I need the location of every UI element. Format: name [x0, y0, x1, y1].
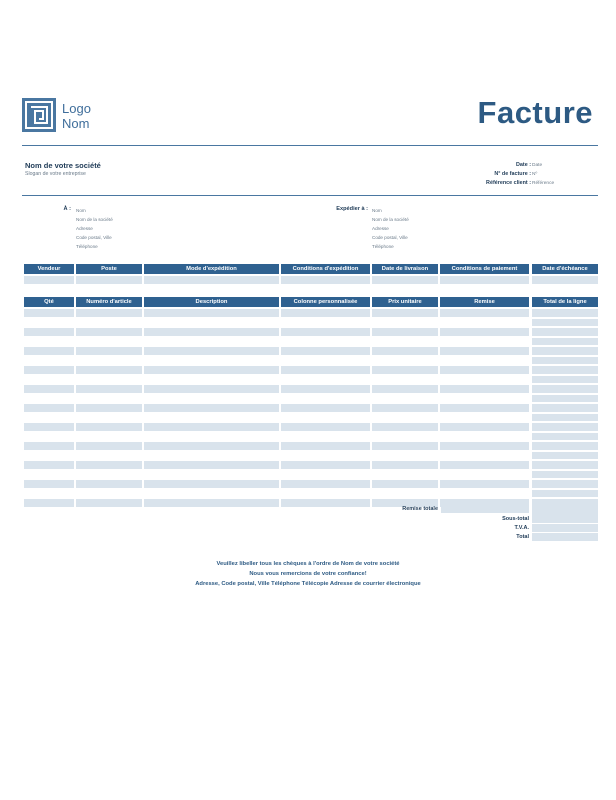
company-name: Nom de votre société	[25, 161, 101, 170]
table-cell[interactable]	[372, 366, 438, 374]
table-cell[interactable]	[372, 442, 438, 450]
to-line: Adresse	[76, 226, 93, 231]
divider-bottom	[22, 195, 598, 196]
table-cell[interactable]	[281, 442, 370, 450]
table-cell[interactable]	[281, 309, 370, 317]
table-cell[interactable]	[76, 499, 142, 507]
column-header: Colonne personnalisée	[281, 297, 370, 307]
table-cell[interactable]	[372, 347, 438, 355]
total-discount-label: Remise totale	[402, 506, 438, 512]
table-cell[interactable]	[24, 404, 74, 412]
table-cell[interactable]	[532, 385, 598, 393]
column-header: Vendeur	[24, 264, 74, 274]
line-total-cell[interactable]	[532, 433, 598, 441]
table-cell[interactable]	[144, 442, 279, 450]
table-cell[interactable]	[76, 385, 142, 393]
table-cell[interactable]	[24, 423, 74, 431]
table-cell[interactable]	[144, 423, 279, 431]
column-header: Description	[144, 297, 279, 307]
line-total-cell[interactable]	[532, 490, 598, 498]
table-cell[interactable]	[440, 404, 529, 412]
total-discount-total-field[interactable]	[532, 505, 598, 513]
table-cell[interactable]	[76, 461, 142, 469]
ship-to-line: Téléphone	[372, 244, 394, 249]
column-header: Remise	[440, 297, 529, 307]
table-cell[interactable]	[144, 404, 279, 412]
ship-to-line: Nom de la société	[372, 217, 409, 222]
to-line: Nom de la société	[76, 217, 113, 222]
table-cell[interactable]	[281, 461, 370, 469]
meta-client-ref-label: Référence client :	[486, 180, 531, 186]
table-cell[interactable]	[440, 309, 529, 317]
table-cell[interactable]	[440, 442, 529, 450]
table-cell[interactable]	[372, 423, 438, 431]
table-cell[interactable]	[24, 442, 74, 450]
table-cell[interactable]	[372, 480, 438, 488]
table-cell[interactable]	[532, 442, 598, 450]
footer-thanks: Nous vous remercions de votre confiance!	[249, 571, 367, 577]
table-cell[interactable]	[372, 385, 438, 393]
ship-to-label: Expédier à :	[336, 206, 368, 212]
column-header: Date de livraison	[372, 264, 438, 274]
ship-to-line: Code postal, Ville	[372, 235, 408, 240]
meta-invoice-number-label: N° de facture :	[494, 171, 531, 177]
column-header: Poste	[76, 264, 142, 274]
table-cell[interactable]	[24, 276, 74, 284]
subtotal-field[interactable]	[532, 515, 598, 523]
total-field[interactable]	[532, 533, 598, 541]
table-cell[interactable]	[76, 347, 142, 355]
table-cell[interactable]	[24, 499, 74, 507]
table-cell[interactable]	[144, 276, 279, 284]
logo-line-1: Logo	[62, 101, 91, 116]
table-cell[interactable]	[144, 366, 279, 374]
total-label: Total	[516, 534, 529, 540]
table-cell[interactable]	[372, 309, 438, 317]
items-table	[24, 297, 598, 507]
meta-date-value: Date	[532, 163, 543, 168]
to-line: Téléphone	[76, 244, 98, 249]
column-header: Total de la ligne	[532, 297, 598, 307]
line-total-cell[interactable]	[532, 471, 598, 479]
table-cell[interactable]	[76, 423, 142, 431]
line-total-cell[interactable]	[532, 319, 598, 327]
table-cell[interactable]	[440, 385, 529, 393]
table-cell[interactable]	[372, 328, 438, 336]
table-cell[interactable]	[532, 276, 598, 284]
table-cell[interactable]	[24, 309, 74, 317]
table-cell[interactable]	[144, 309, 279, 317]
table-cell[interactable]	[76, 480, 142, 488]
subtotal-label: Sous-total	[502, 516, 529, 522]
column-header: Conditions d'expédition	[281, 264, 370, 274]
table-cell[interactable]	[144, 480, 279, 488]
table-cell[interactable]	[144, 461, 279, 469]
table-cell[interactable]	[532, 366, 598, 374]
table-cell[interactable]	[440, 276, 529, 284]
table-cell[interactable]	[144, 499, 279, 507]
table-cell[interactable]	[440, 423, 529, 431]
table-cell[interactable]	[440, 366, 529, 374]
table-cell[interactable]	[24, 328, 74, 336]
table-cell[interactable]	[532, 461, 598, 469]
shipping-table	[24, 264, 598, 286]
column-header: Qté	[24, 297, 74, 307]
table-cell[interactable]	[24, 385, 74, 393]
logo-text	[62, 101, 91, 131]
table-cell[interactable]	[24, 461, 74, 469]
table-cell[interactable]	[532, 423, 598, 431]
table-cell[interactable]	[532, 328, 598, 336]
table-cell[interactable]	[281, 328, 370, 336]
logo-maze-icon	[22, 98, 56, 132]
table-cell[interactable]	[144, 347, 279, 355]
table-cell[interactable]	[76, 276, 142, 284]
to-label: À :	[63, 206, 71, 212]
column-header: Prix unitaire	[372, 297, 438, 307]
column-header: Mode d'expédition	[144, 264, 279, 274]
line-total-cell[interactable]	[532, 414, 598, 422]
footer-checks-note: Veuillez libeller tous les chèques à l'ordre de Nom de votre société	[216, 561, 400, 567]
company-slogan: Slogan de votre entreprise	[25, 171, 86, 177]
line-total-cell[interactable]	[532, 376, 598, 384]
to-line: Code postal, Ville	[76, 235, 112, 240]
line-total-cell[interactable]	[532, 395, 598, 403]
table-cell[interactable]	[532, 404, 598, 412]
table-cell[interactable]	[532, 309, 598, 317]
vat-field[interactable]	[532, 524, 598, 532]
table-cell[interactable]	[532, 480, 598, 488]
table-cell[interactable]	[281, 404, 370, 412]
table-cell[interactable]	[281, 385, 370, 393]
table-cell[interactable]	[76, 309, 142, 317]
to-address	[76, 208, 113, 253]
table-cell[interactable]	[440, 347, 529, 355]
to-line: Nom	[76, 208, 86, 213]
table-cell[interactable]	[76, 404, 142, 412]
table-cell[interactable]	[440, 480, 529, 488]
table-cell[interactable]	[281, 480, 370, 488]
table-cell[interactable]	[440, 328, 529, 336]
table-cell[interactable]	[281, 347, 370, 355]
table-cell[interactable]	[76, 366, 142, 374]
table-cell[interactable]	[281, 423, 370, 431]
table-cell[interactable]	[372, 276, 438, 284]
divider-top	[22, 145, 598, 146]
table-cell[interactable]	[372, 461, 438, 469]
meta-client-ref-value: Référence	[532, 181, 555, 186]
meta-invoice-number-value: Nº	[532, 172, 538, 177]
table-cell[interactable]	[76, 328, 142, 336]
table-cell[interactable]	[281, 366, 370, 374]
footer-contact: Adresse, Code postal, Ville Téléphone Télécopie Adresse de courrier électronique	[195, 581, 421, 587]
line-total-cell[interactable]	[532, 357, 598, 365]
table-cell[interactable]	[76, 442, 142, 450]
logo-line-2: Nom	[62, 116, 90, 131]
total-discount-field[interactable]	[441, 505, 529, 513]
column-header: Date d'échéance	[532, 264, 598, 274]
column-header: Conditions de paiement	[440, 264, 529, 274]
ship-to-line: Nom	[372, 208, 382, 213]
column-header: Numéro d'article	[76, 297, 142, 307]
vat-label: T.V.A.	[514, 525, 529, 531]
table-cell[interactable]	[24, 347, 74, 355]
table-cell[interactable]	[281, 276, 370, 284]
table-cell[interactable]	[440, 461, 529, 469]
line-total-cell[interactable]	[532, 338, 598, 346]
meta-date-label: Date :	[516, 162, 531, 168]
ship-to-address	[372, 208, 409, 253]
page-title: Facture	[477, 95, 593, 130]
table-cell[interactable]	[24, 480, 74, 488]
table-cell[interactable]	[532, 347, 598, 355]
table-cell[interactable]	[24, 366, 74, 374]
ship-to-line: Adresse	[372, 226, 389, 231]
table-cell[interactable]	[372, 404, 438, 412]
table-cell[interactable]	[144, 328, 279, 336]
table-cell[interactable]	[144, 385, 279, 393]
line-total-cell[interactable]	[532, 452, 598, 460]
